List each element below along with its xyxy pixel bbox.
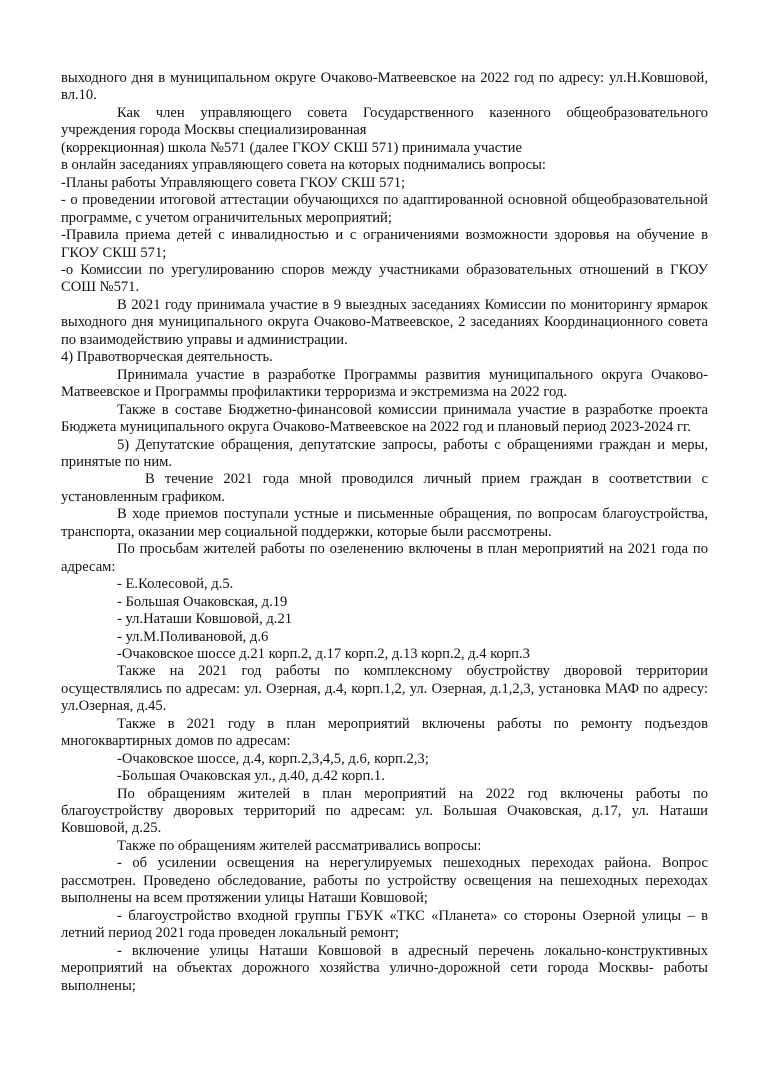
list-item-address: -Очаковское шоссе д.21 корп.2, д.17 корп.2, д.13 корп.2, д.4 корп.3 [117,645,530,662]
list-item-admission-rules: -Правила приема детей с инвалидностью и с ограничениями возможности здоровья на обучение в ГКОУ СКШ 571; [61,227,708,261]
list-item-address: -Очаковское шоссе, д.4, корп.2,3,4,5, д.6, корп.2,3; [117,750,429,767]
paragraph-yard-works: Также на 2021 год работы по комплексному обустройству дворовой территории осуществлялись по адресам: ул. Озерная, д.4, корп.1,2, ул. Озерная, д.1,2,3, установка МАФ по адресу: ул.Озерная, д.45. [61,663,708,715]
paragraph-personal-reception: В течение 2021 года мной проводился личный прием граждан в соответствии с установленным графиком. [61,471,708,505]
paragraph-entrance-repair: Также в 2021 году в план мероприятий включены работы по ремонту подъездов многоквартирных домов по адресам: [61,715,708,750]
paragraph-greening: По просьбам жителей работы по озеленению включены в план мероприятий на 2021 года по адресам: [61,541,708,575]
list-item-address: -Большая Очаковская ул., д.40, д.42 корп.1. [117,768,385,785]
paragraph-continuation: выходного дня в муниципальном округе Очаково-Матвеевское на 2022 год по адресу: ул.Н.Ковшовой, вл.10. [61,70,708,104]
paragraph-school-council: Как член управляющего совета Государственного казенного общеобразовательного учреждения города Москвы специализированная [61,104,708,139]
list-item-council-plans: -Планы работы Управляющего совета ГКОУ СКШ 571; [61,174,406,191]
section-heading-lawmaking: 4) Правотворческая деятельность. [61,349,273,366]
list-item-address: - Е.Колесовой, д.5. [117,576,234,593]
paragraph-development-program: Принимала участие в разработке Программы развития муниципального округа Очаково-Матвеевское и Программы профилактики терроризма и экстремизма на 2022 год. [61,366,708,401]
paragraph-budget-commission: Также в составе Бюджетно-финансовой комиссии принимала участие в разработке проекта Бюджета муниципального округа Очаково-Матвеевское на 2022 год и плановый период 2023-2024 гг. [61,401,708,436]
paragraph-yard-improvement-2022: По обращениям жителей в план мероприятий на 2022 год включены работы по благоустройству дворовых территорий по адресам: ул. Большая Очаковская, д.17, ул. Наташи Ковшовой, д.25. [61,785,708,837]
list-item-address: - ул.М.Поливановой, д.6 [117,628,269,645]
list-item-address: - ул.Наташи Ковшовой, д.21 [117,611,293,628]
section-heading-appeals: 5) Депутатские обращения, депутатские запросы, работы с обращениями граждан и меры, принятые по ним. [61,436,708,470]
list-item-planeta-entrance: - благоустройство входной группы ГБУК «ТКС «Планета» со стороны Озерной улицы – в летний период 2021 года проведен локальный ремонт; [61,907,708,942]
paragraph-fair-commission: В 2021 году принимала участие в 9 выездных заседаниях Комиссии по мониторингу ярмарок выходного дня муниципального округа Очаково-Матвеевское, 2 заседаниях Координационного совета по взаимодействию управы и администрации. [61,296,708,348]
paragraph-appeals-received: В ходе приемов поступали устные и письменные обращения, по вопросам благоустройства, транспорта, оказании мер социальной поддержки, которые были рассмотрены. [61,506,708,540]
list-item-lighting: - об усилении освещения на нерегулируемых пешеходных переходах района. Вопрос рассмотрен. Проведено обследование, работы по устройству освещения на пешеходных переходах выполнены на всем протяжении улицы Наташи Ковшовой; [61,855,708,907]
list-item-address: - Большая Очаковская, д.19 [117,593,288,610]
list-item-attestation: - о проведении итоговой аттестации обучающихся по адаптированной основной общеобразовательной программе, с учетом ограничительных мероприятий; [61,192,708,226]
list-item-road-measures: - включение улицы Наташи Ковшовой в адресный перечень локально-конструктивных мероприятий на объектах дорожного хозяйства улично-дорожной сети города Москвы- работы выполнены; [61,942,708,994]
paragraph-school-name: (коррекционная) школа №571 (далее ГКОУ СКШ 571) принимала участие [61,139,522,156]
list-item-disputes-commission: -о Комиссии по урегулированию споров между участниками образовательных отношений в ГКОУ СОШ №571. [61,261,708,296]
paragraph-other-issues: Также по обращениям жителей рассматривались вопросы: [117,837,482,854]
paragraph-online-meetings: в онлайн заседаниях управляющего совета на которых поднимались вопросы: [61,157,546,174]
